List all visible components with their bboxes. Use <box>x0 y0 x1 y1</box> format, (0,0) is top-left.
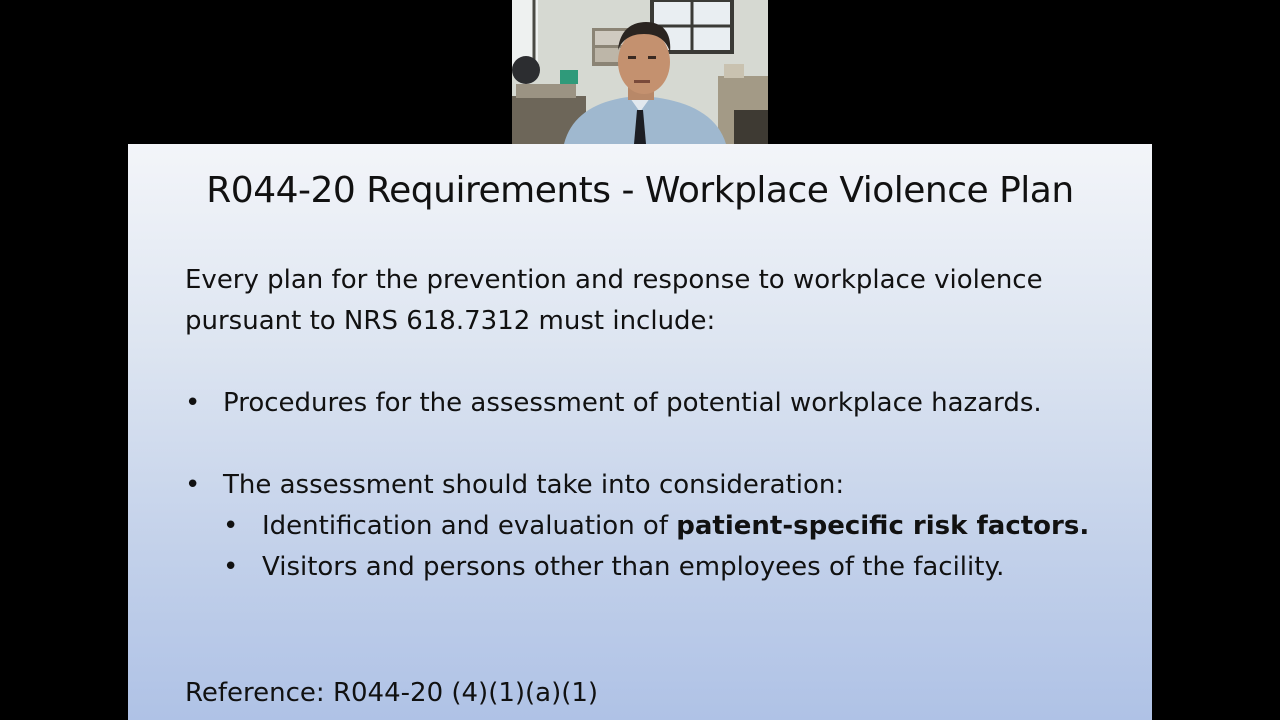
presenter-webcam-feed <box>512 0 768 144</box>
sub-bullet-patient-risk-bold: patient-specific risk factors. <box>676 511 1090 541</box>
presentation-slide <box>128 144 1152 720</box>
spacer <box>185 424 1115 465</box>
slide-title: R044-20 Requirements - Workplace Violence Plan <box>206 170 1074 211</box>
presenter-video-icon <box>512 0 768 144</box>
sub-bullet-visitors: • Visitors and persons other than employees of the facility. <box>185 547 1115 588</box>
sub-bullet-patient-risk-text: Identification and evaluation of <box>262 511 677 541</box>
bullet-hazard-assessment: • Procedures for the assessment of potential workplace hazards. <box>185 383 1115 424</box>
slide-reference: Reference: R044-20 (4)(1)(a)(1) <box>185 678 599 708</box>
intro-line-1: Every plan for the prevention and response to workplace violence <box>185 265 1043 295</box>
spacer <box>185 342 1115 383</box>
slide-body <box>185 260 1115 588</box>
sub-bullet-patient-risk <box>185 506 1115 547</box>
bullet-assessment-considerations: • The assessment should take into consideration: <box>185 465 1115 506</box>
intro-line-2: pursuant to NRS 618.7312 must include: <box>185 306 716 336</box>
